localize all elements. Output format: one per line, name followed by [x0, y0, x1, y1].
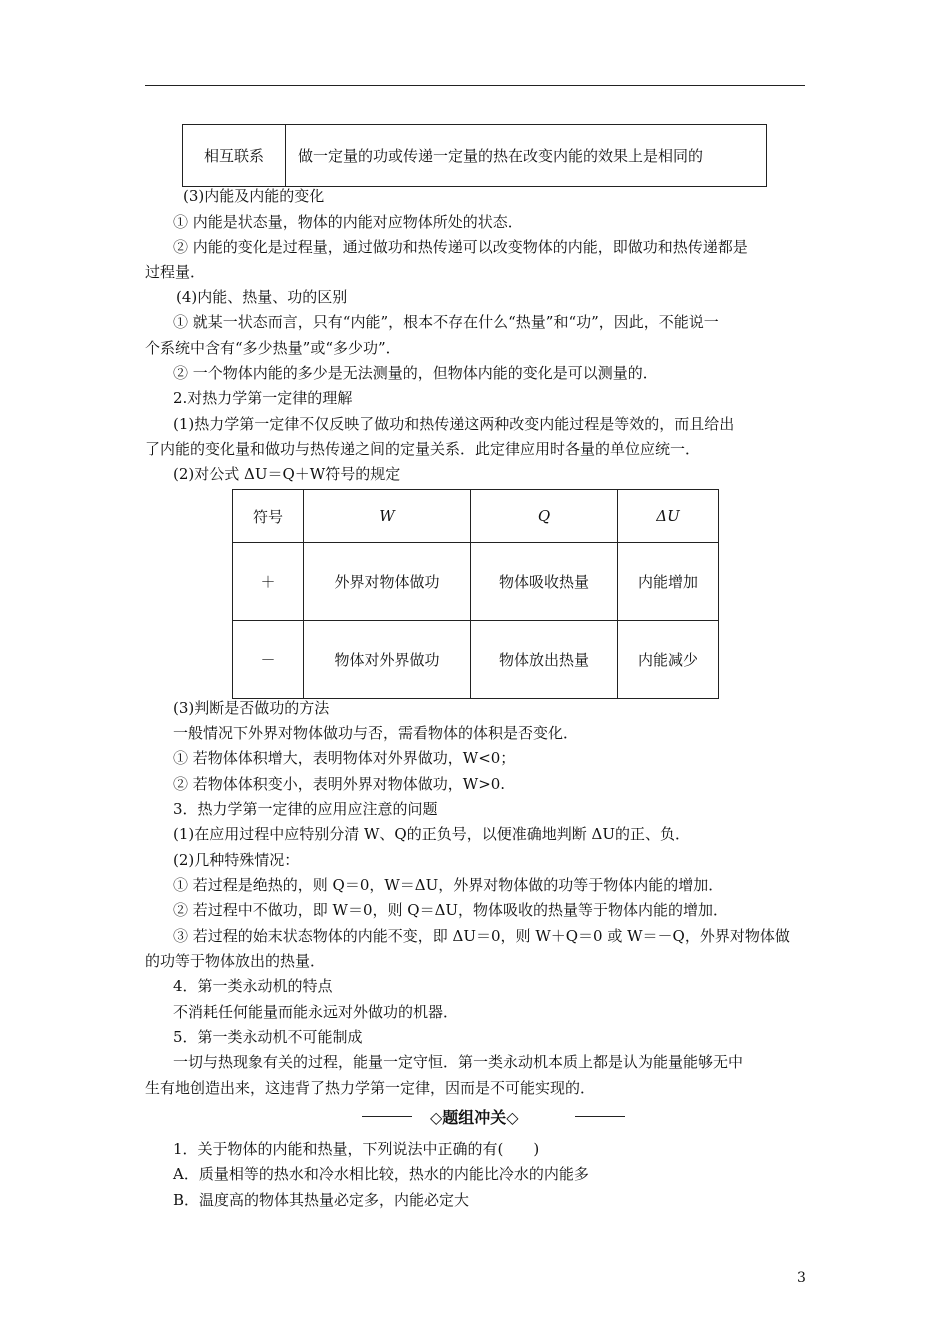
text-line: ② 一个物体内能的多少是无法测量的，但物体内能的变化是可以测量的． — [173, 364, 658, 382]
text-line: (2)几种特殊情况： — [173, 851, 300, 869]
text-line: ① 若物体体积增大，表明物体对外界做功，W<0； — [173, 749, 516, 767]
text-line: 一切与热现象有关的过程，能量一定守恒．第一类永动机本质上都是认为能量能够无中 — [173, 1053, 744, 1071]
question-line: 1．关于物体的内能和热量，下列说法中正确的有( ) — [173, 1140, 540, 1158]
text-line: (1)热力学第一定律不仅反映了做功和热传递这两种改变内能过程是等效的，而且给出 — [173, 415, 735, 433]
sign-cell: ＋ — [233, 543, 304, 621]
relation-label: 相互联系 — [183, 125, 286, 187]
sign-cell: － — [233, 621, 304, 699]
text-line: 的功等于物体放出的热量． — [145, 952, 326, 970]
relation-table — [182, 124, 767, 187]
sign-header: ΔU — [618, 490, 719, 543]
text-line: 个系统中含有“多少热量”或“多少功”． — [145, 339, 401, 357]
text-line: 不消耗任何能量而能永远对外做功的机器． — [173, 1003, 459, 1021]
section-divider-right — [575, 1116, 625, 1117]
relation-content: 做一定量的功或传递一定量的热在改变内能的效果上是相同的 — [286, 125, 767, 187]
text-line: 2.对热力学第一定律的理解 — [173, 389, 353, 407]
text-line: (1)在应用过程中应特别分清 W、Q的正负号，以便准确地判断 ΔU的正、负． — [173, 825, 690, 843]
section-divider-left — [362, 1116, 412, 1117]
text-line: (3)内能及内能的变化 — [183, 187, 325, 205]
text-line: (3)判断是否做功的方法 — [173, 699, 330, 717]
text-line: (4)内能、热量、功的区别 — [176, 288, 348, 306]
text-line: ② 若物体体积变小，表明外界对物体做功，W>0. — [173, 775, 506, 793]
sign-cell: 内能减少 — [618, 621, 719, 699]
text-line: 3．热力学第一定律的应用应注意的问题 — [173, 800, 438, 818]
question-line: B．温度高的物体其热量必定多，内能必定大 — [173, 1191, 470, 1209]
question-line: A．质量相等的热水和冷水相比较，热水的内能比冷水的内能多 — [173, 1165, 589, 1183]
sign-table — [232, 489, 719, 699]
text-line: ① 内能是状态量，物体的内能对应物体所处的状态． — [173, 213, 523, 231]
sign-cell: 外界对物体做功 — [304, 543, 471, 621]
text-line: ① 若过程是绝热的，则 Q＝0，W＝ΔU，外界对物体做的功等于物体内能的增加． — [173, 876, 724, 894]
text-line: 5．第一类永动机不可能制成 — [173, 1028, 363, 1046]
text-line: 生有地创造出来，这违背了热力学第一定律，因而是不可能实现的． — [145, 1079, 596, 1097]
text-line: 了内能的变化量和做功与热传递之间的定量关系．此定律应用时各量的单位应统一． — [145, 440, 701, 458]
text-line: 一般情况下外界对物体做功与否，需看物体的体积是否变化． — [173, 724, 579, 742]
text-line: ① 就某一状态而言，只有“内能”，根本不存在什么“热量”和“功”，因此，不能说一 — [173, 313, 719, 331]
sign-header: Q — [471, 490, 618, 543]
text-line: ③ 若过程的始末状态物体的内能不变，即 ΔU＝0，则 W＋Q＝0 或 W＝－Q，外界对物体做 — [173, 927, 790, 945]
header-rule — [145, 85, 805, 86]
sign-cell: 物体放出热量 — [471, 621, 618, 699]
text-line: ② 内能的变化是过程量，通过做功和热传递可以改变物体的内能，即做功和热传递都是 — [173, 238, 748, 256]
sign-cell: 内能增加 — [618, 543, 719, 621]
sign-cell: 物体对外界做功 — [304, 621, 471, 699]
text-line: (2)对公式 ΔU＝Q＋W符号的规定 — [173, 465, 401, 483]
text-line: 4．第一类永动机的特点 — [173, 977, 333, 995]
sign-cell: 物体吸收热量 — [471, 543, 618, 621]
text-line: 过程量． — [145, 263, 206, 281]
section-title: ◇题组冲关◇ — [430, 1108, 519, 1127]
sign-header: 符号 — [233, 490, 304, 543]
text-line: ② 若过程中不做功，即 W＝0，则 Q＝ΔU，物体吸收的热量等于物体内能的增加． — [173, 901, 729, 919]
sign-header: W — [304, 490, 471, 543]
page-number: 3 — [797, 1270, 806, 1286]
